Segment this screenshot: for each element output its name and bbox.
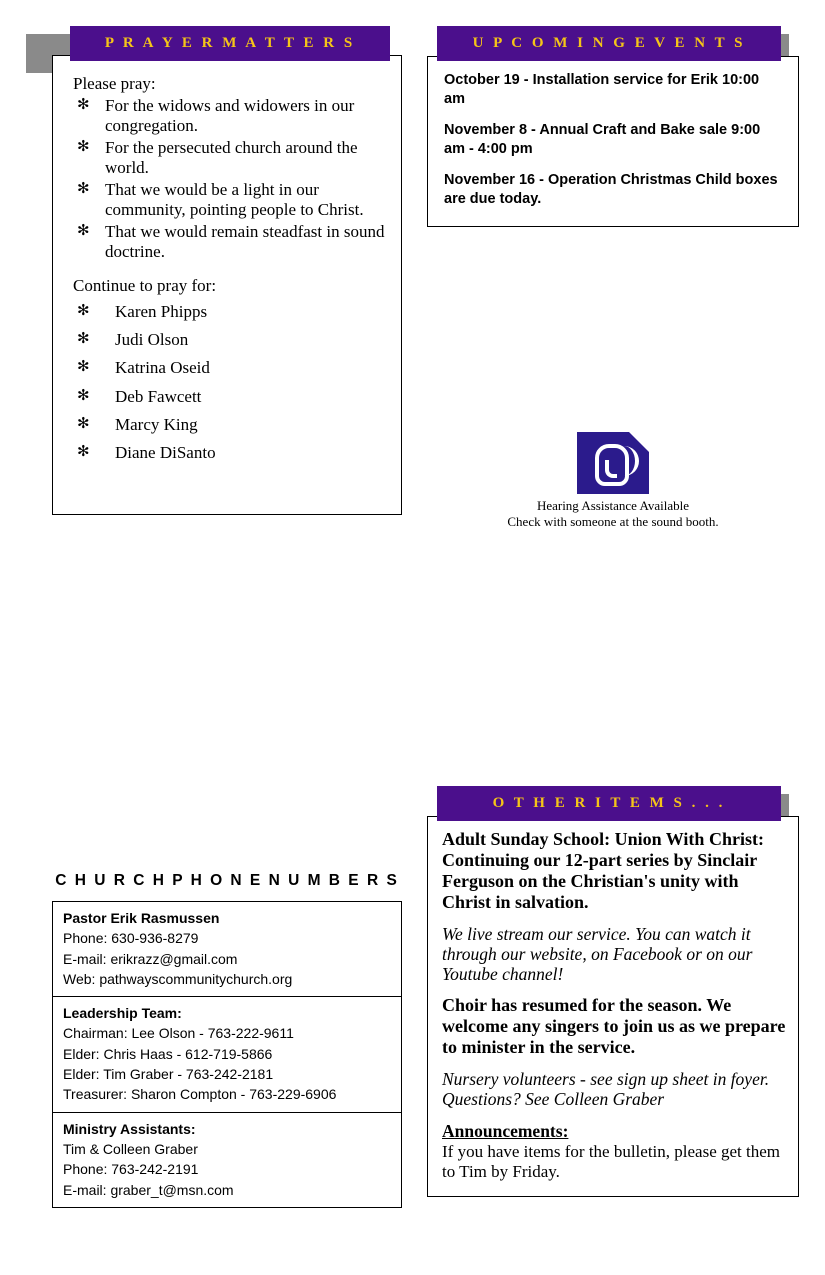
hearing-assistance-caption — [427, 498, 799, 531]
church-phone-numbers-panel — [52, 872, 402, 1208]
hearing-assistance-icon — [577, 432, 649, 494]
hearing-assistance-block — [427, 432, 799, 531]
other-items-body — [427, 816, 799, 1197]
contact-line: E-mail: erikrazz@gmail.com — [63, 950, 238, 967]
list-item-text: That we would be a light in our community, pointing people to Christ. — [105, 180, 364, 220]
star-bullet-icon: ✻ — [77, 387, 90, 404]
list-item-text: For the persecuted church around the world. — [105, 138, 358, 178]
continue-pray-label: Continue to pray for: — [73, 276, 217, 296]
star-bullet-icon: ✻ — [77, 443, 90, 460]
star-bullet-icon: ✻ — [77, 331, 90, 348]
star-bullet-icon: ✻ — [77, 223, 90, 240]
other-items-panel — [427, 786, 799, 1197]
contact-group-heading: Pastor Erik Rasmussen — [63, 910, 220, 926]
upcoming-events-title: U P C O M I N G E V E N T S — [472, 35, 746, 51]
choir-text: Choir has resumed for the season. We welcome any singers to join us as we prepare to minister in the service. — [442, 995, 786, 1058]
prayer-matters-panel — [52, 26, 402, 515]
list-item — [73, 138, 385, 178]
list-item-text: Karen Phipps — [115, 302, 208, 322]
prayer-matters-title: P R A Y E R M A T T E R S — [104, 35, 356, 51]
list-item — [73, 443, 385, 463]
live-stream-text: We live stream our service. You can watch it through our website, on Facebook or on our Youtube channel! — [442, 923, 753, 985]
list-item-text: For the widows and widowers in our congregation. — [105, 96, 355, 136]
contact-line: Treasurer: Sharon Compton - 763-229-6906 — [63, 1086, 337, 1103]
list-item — [73, 415, 385, 435]
list-item — [73, 330, 385, 350]
prayer-matters-header — [70, 26, 390, 61]
other-items-title: O T H E R I T E M S . . . — [492, 795, 726, 811]
contact-line: Elder: Tim Graber - 763-242-2181 — [63, 1066, 274, 1083]
upcoming-events-body — [427, 56, 799, 227]
contact-group-heading: Ministry Assistants: — [63, 1120, 196, 1137]
star-bullet-icon: ✻ — [77, 97, 90, 113]
prayer-matters-body — [52, 55, 402, 515]
star-bullet-icon: ✻ — [77, 359, 90, 376]
announcements-text: If you have items for the bulletin, please get them to Tim by Friday. — [442, 1141, 781, 1181]
hearing-caption-line-2: Check with someone at the sound booth. — [507, 514, 719, 530]
contact-line: Elder: Chris Haas - 612-719-5866 — [63, 1045, 273, 1062]
hearing-caption-line-1: Hearing Assistance Available — [536, 498, 690, 513]
adult-sunday-school-text: Adult Sunday School: Union With Christ: Continuing our 12-part series by Sinclair Ferguson on the Christian's unity with Christ in salvation. — [442, 829, 764, 912]
upcoming-events-panel — [427, 26, 799, 227]
list-item — [73, 222, 385, 262]
contact-group-ministry-assistants — [53, 1113, 401, 1207]
other-items-header — [437, 786, 781, 821]
contact-group-leadership — [53, 997, 401, 1112]
list-item — [73, 302, 385, 322]
contact-line: Tim & Colleen Graber — [63, 1140, 198, 1157]
contact-line: Web: pathwayscommunitychurch.org — [63, 970, 293, 987]
star-bullet-icon: ✻ — [77, 139, 90, 156]
contact-line: Phone: 763-242-2191 — [63, 1161, 199, 1178]
list-item — [73, 358, 385, 378]
star-bullet-icon: ✻ — [77, 303, 90, 320]
list-item-text: That we would remain steadfast in sound doctrine. — [105, 222, 385, 262]
prayer-lead-text: Please pray: — [73, 74, 156, 93]
contact-line: E-mail: graber_t@msn.com — [63, 1181, 234, 1198]
upcoming-events-header — [437, 26, 781, 61]
list-item-text: Marcy King — [115, 414, 198, 434]
list-item-text: Katrina Oseid — [115, 358, 210, 378]
list-item: October 19 - Installation service for Erik 10:00 am — [444, 72, 760, 107]
prayer-request-list — [73, 96, 385, 262]
prayer-names-list — [73, 302, 385, 462]
list-item-text: Deb Fawcett — [115, 386, 202, 406]
list-item-text: Diane DiSanto — [115, 442, 216, 462]
church-phone-numbers-title: C H U R C H P H O N E N U M B E R S — [55, 872, 399, 889]
contact-line: Chairman: Lee Olson - 763-222-9611 — [63, 1025, 294, 1042]
list-item: November 16 - Operation Christmas Child boxes are due today. — [444, 172, 778, 207]
announcements-heading: Announcements: — [442, 1120, 569, 1141]
contact-line: Phone: 630-936-8279 — [63, 930, 199, 947]
church-phone-numbers-body — [52, 901, 402, 1208]
list-item: November 8 - Annual Craft and Bake sale 9:00 am - 4:00 pm — [444, 122, 761, 157]
nursery-volunteers-text: Nursery volunteers - see sign up sheet in foyer. Questions? See Colleen Graber — [442, 1069, 770, 1110]
contact-group-pastor — [53, 902, 401, 997]
list-item — [73, 180, 385, 220]
list-item — [73, 387, 385, 407]
contact-group-heading: Leadership Team: — [63, 1005, 182, 1022]
star-bullet-icon: ✻ — [77, 181, 90, 198]
star-bullet-icon: ✻ — [77, 415, 90, 432]
list-item — [73, 96, 385, 136]
list-item-text: Judi Olson — [115, 330, 189, 350]
